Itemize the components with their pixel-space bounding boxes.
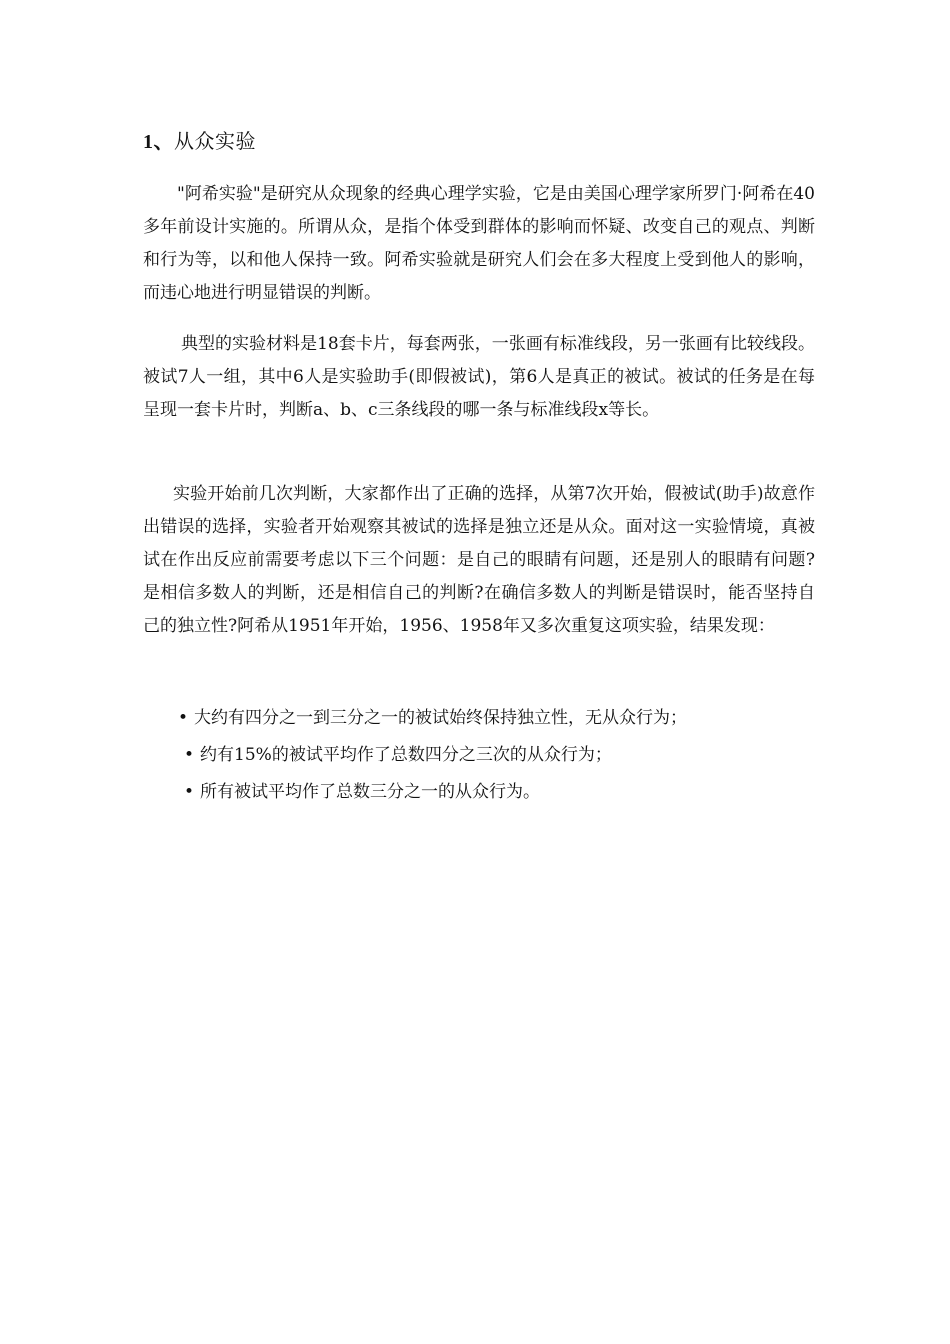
paragraph-procedure: 实验开始前几次判断，大家都作出了正确的选择，从第7次开始，假被试(助手)故意作出错误的选择，实验者开始观察其被试的选择是独立还是从众。面对这一实验情境，真被试在作出反应前需要考虑以下三个问题：是自己的眼睛有问题，还是别人的眼睛有问题?是相信多数人的判断，还是相信自己的判断?在确信多数人的判断是错误时，能否坚持自己的独立性?阿希从1951年开始，1956、1958年又多次重复这项实验，结果发现：	[143, 484, 815, 636]
list-item	[184, 777, 540, 807]
section-number: 1、	[143, 131, 174, 153]
finding-text: 约有15%的被试平均作了总数四分之三次的从众行为；	[200, 745, 612, 765]
paragraph-materials: 典型的实验材料是18套卡片，每套两张，一张画有标准线段，另一张画有比较线段。被试7人一组，其中6人是实验助手(即假被试)，第6人是真正的被试。被试的任务是在每呈现一套卡片时，判断a、b、c三条线段的哪一条与标准线段x等长。	[143, 334, 815, 420]
bullet-icon: •	[178, 708, 189, 728]
paragraph-asch-intro: "阿希实验"是研究从众现象的经典心理学实验，它是由美国心理学家所罗门·阿希在40多年前设计实施的。所谓从众，是指个体受到群体的影响而怀疑、改变自己的观点、判断和行为等，以和他人保持一致。阿希实验就是研究人们会在多大程度上受到他人的影响，而违心地进行明显错误的判断。	[143, 184, 815, 303]
section-heading	[143, 126, 256, 157]
finding-text: 大约有四分之一到三分之一的被试始终保持独立性，无从众行为；	[194, 708, 688, 728]
finding-text: 所有被试平均作了总数三分之一的从众行为。	[200, 782, 541, 802]
section-title: 从众实验	[174, 129, 256, 153]
list-item	[178, 703, 687, 733]
list-item	[184, 740, 612, 770]
bullet-icon: •	[184, 782, 195, 802]
bullet-icon: •	[184, 745, 195, 765]
